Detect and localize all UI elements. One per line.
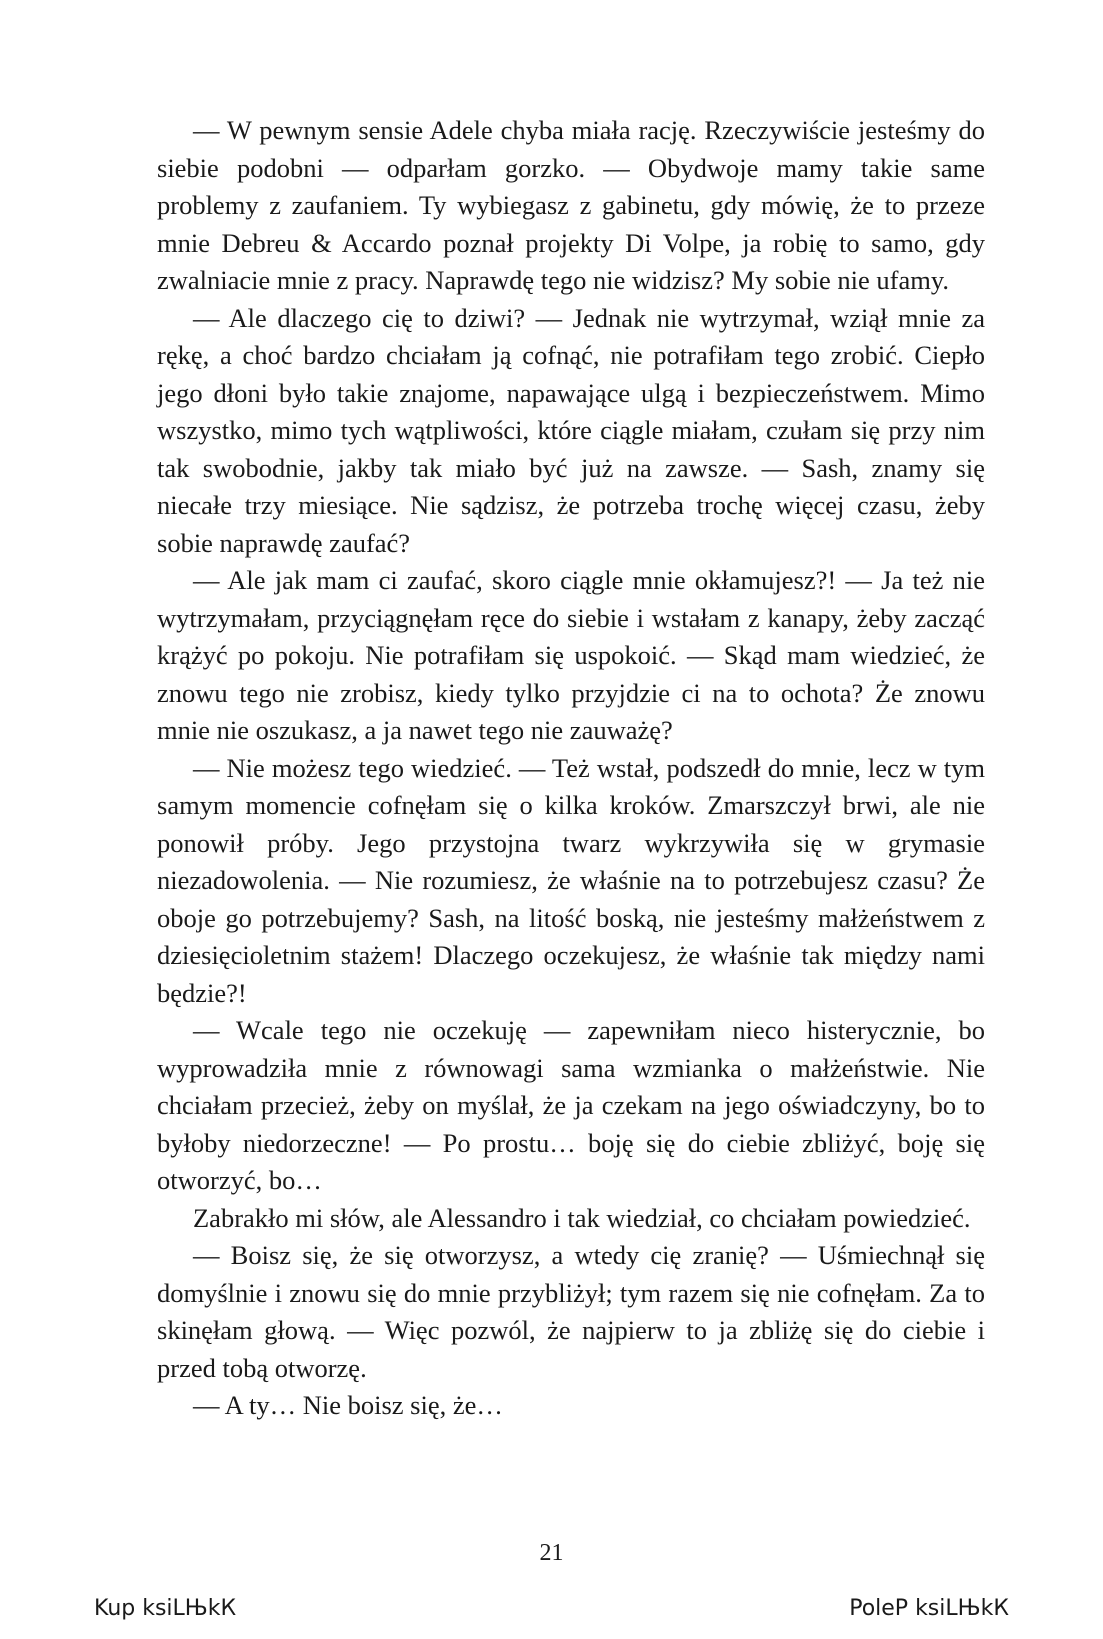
page-number: 21 bbox=[539, 1540, 564, 1566]
paragraph-1: — W pewnym sensie Adele chyba miała rację. Rzeczywiście jesteśmy do siebie podobni — odparłam gorzko. — Obydwoje mamy takie same problemy z zaufaniem. Ty wybiegasz z gabinetu, gdy mówię, że to przeze mnie Debreu & Accardo poznał projekty Di Volpe, ja robię to samo, gdy zwalniacie mnie z pracy. Naprawdę tego nie widzisz? My sobie nie ufamy. bbox=[157, 115, 985, 295]
paragraph-6: Zabrakło mi słów, ale Alessandro i tak wiedział, co chciałam powiedzieć. bbox=[193, 1202, 971, 1233]
paragraph-2: — Ale dlaczego cię to dziwi? — Jednak nie wytrzymał, wziął mnie za rękę, a choć bardzo chciałam ją cofnąć, nie potrafiłam tego zrobić. Ciepło jego dłoni było takie znajome, napawające ulgą i bezpieczeństwem. Mimo wszystko, mimo tych wątpliwości, które ciągle miałam, czułam się przy nim tak swobodnie, jakby tak miało być już na zawsze. — Sash, znamy się niecałe trzy miesiące. Nie sądzisz, że potrzeba trochę więcej czasu, żeby sobie naprawdę zaufać? bbox=[157, 302, 985, 558]
paragraph-3: — Ale jak mam ci zaufać, skoro ciągle mnie okłamujesz?! — Ja też nie wytrzymałam, przyciągnęłam ręce do siebie i wstałam z kanapy, żeby zacząć krążyć po pokoju. Nie potrafiłam się uspokoić. — Skąd mam wiedzieć, że znowu tego nie zrobisz, kiedy tylko przyjdzie ci na to ochota? Że znowu mnie nie oszukasz, a ja nawet tego nie zauważę? bbox=[157, 565, 985, 745]
paragraph-4: — Nie możesz tego wiedzieć. — Też wstał, podszedł do mnie, lecz w tym samym momencie cofnęłam się o kilka kroków. Zmarszczył brwi, ale nie ponowił próby. Jego przystojna twarz wykrzywiła się w grymasie niezadowolenia. — Nie rozumiesz, że właśnie na to potrzebujesz czasu? Że oboje go potrzebujemy? Sash, na litość boską, nie jesteśmy małżeństwem z dziesięcioletnim stażem! Dlaczego oczekujesz, że właśnie tak między nami będzie?! bbox=[157, 752, 985, 1008]
buy-book-link[interactable]: Kup ksiLЊkК bbox=[94, 1596, 237, 1621]
paragraph-5: — Wcale tego nie oczekuję — zapewniłam nieco histerycznie, bo wyprowadziła mnie z równowagi sama wzmianka o małżeństwie. Nie chciałam przecież, żeby on myślał, że ja czekam na jego oświadczyny, bo to byłoby niedorzeczne! — Po prostu… boję się do ciebie zbliżyć, boję się otworzyć, bo… bbox=[157, 1015, 985, 1195]
body-text bbox=[157, 112, 985, 1425]
paragraph-8: — A ty… Nie boisz się, że… bbox=[193, 1390, 503, 1420]
paragraph-7: — Boisz się, że się otworzysz, a wtedy cię zranię? — Uśmiechnął się domyślnie i znowu się do mnie przybliżył; tym razem się nie cofnęłam. Za to skinęłam głową. — Więc pozwól, że najpierw to ja zbliżę się do ciebie i przed tobą otworzę. bbox=[157, 1240, 985, 1383]
recommend-book-link[interactable]: PoleР ksiLЊkК bbox=[849, 1596, 1009, 1621]
